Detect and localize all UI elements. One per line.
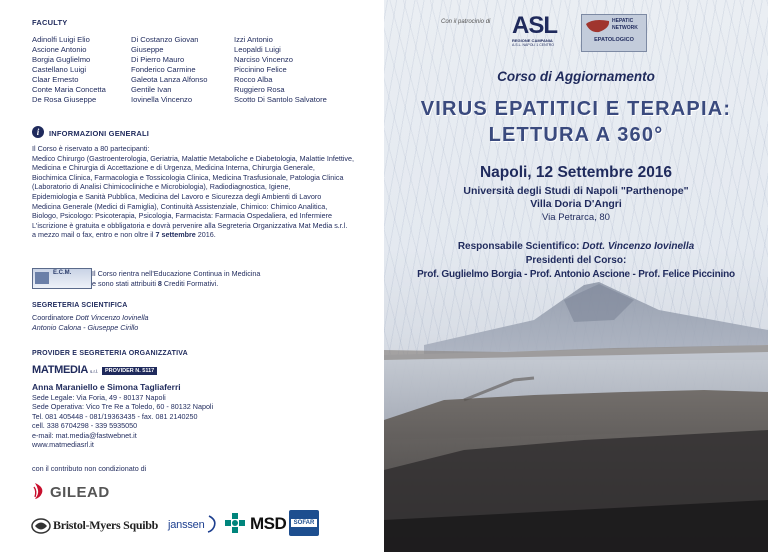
bms-mark-icon (31, 517, 51, 535)
patronage-label: Con il patrocinio di (441, 19, 491, 25)
presidents-label: Presidenti del Corso: (525, 255, 627, 266)
sofar-logo-box (289, 510, 319, 536)
janssen-mark-icon (207, 515, 219, 533)
info-text: Il Corso è riservato a 80 partecipanti: Medico Chirurgo (Gastroenterologia, Geriatria, Malattie Metaboliche e Diabetologia, Malattie Infettive, Medicina e Chirurgia di Accettazione e di Urgenza, Medicina Interna, Chirurgia Generale, Biochimica Clinica, Farmacologia e Tossicologia Clinica, Medicina Trasfusionale, Patologia Clinica (Laboratorio di Analisi Chimicocliniche e Microbiologia), Radiodiagnostica, Igiene, Epidemiologia e Sanità Pubblica, Medicina del Lavoro e Sicurezza degli Ambienti di Lavoro Medicina Generale (Medici di Famiglia), Continuità Assistenziale, Chimico: Chimico Analitica, Biologo, Psicologo: Psicoterapia, Psicologia, Farmacista: Farmacia Ospedaliera, ed Infermiere L'iscrizione è gratuita e obbligatoria e dovrà pervenire alla Segreteria Organizzativa Mat Media s.r.l. a mezzo mail o fax, entro e non oltre il 7 settembre 2016. (32, 144, 354, 240)
event-date: Napoli, 12 Settembre 2016 (479, 164, 673, 181)
faculty-title: FACULTY (32, 18, 68, 27)
sofar-logo: SOFAR (291, 519, 317, 527)
hepatic-network-logo: HEPATIC NETWORK EPATOLOGICO (581, 14, 647, 52)
info-icon: i (32, 126, 44, 138)
janssen-logo: janssen (168, 519, 205, 531)
presidents-names: Prof. Guglielmo Borgia - Prof. Antonio Ascione - Prof. Felice Piccinino (417, 269, 735, 280)
provider-title: PROVIDER E SEGRETERIA ORGANIZZATIVA (32, 350, 188, 357)
msd-mark-icon (224, 512, 246, 534)
matmedia-srl: s.r.l. (90, 369, 99, 374)
faculty-column-2: Di Costanzo Giovan Giuseppe Di Pierro Mauro Fonderico Carmine Galeota Lanza Alfonso Gentile Ivan Iovinella Vincenzo (131, 35, 208, 104)
course-type: Corso di Aggiornamento (497, 69, 655, 84)
gilead-logo: GILEAD (50, 484, 110, 501)
contribution-note: con il contributo non condizionato di (32, 464, 147, 473)
segreteria-text: Coordinatore Dott Vincenzo Iovinella Antonio Calona - Giuseppe Cirillo (32, 313, 149, 332)
faculty-column-1: Adinolfi Luigi Elio Ascione Antonio Borgia Guglielmo Castellano Luigi Claar Ernesto Conte Maria Concetta De Rosa Giuseppe (32, 35, 106, 104)
right-panel (384, 0, 768, 552)
provider-contacts: Sede Legale: Via Foria, 49 - 80137 Napoli Sede Operativa: Vico Tre Re a Toledo, 60 - 80132 Napoli Tel. 081 405448 - 081/19363435 - fax. 081 2140250 cell. 338 6704298 - 339 5935050 e-mail: mat.media@fastwebnet.it www.matmediasrl.it (32, 393, 214, 450)
ecm-text: Il Corso rientra nell'Educazione Continua in Medicina e sono stati attribuiti 8 Crediti Formativi. (92, 269, 261, 288)
matmedia-logo: MATMEDIA (32, 364, 89, 376)
liver-icon (585, 18, 611, 34)
msd-logo: MSD (250, 514, 287, 533)
gilead-mark-icon (32, 481, 46, 501)
asl-logo: ASL REGIONE CAMPANIA A.S.L. NAPOLI 1 CENTRO (512, 12, 557, 47)
info-title: INFORMAZIONI GENERALI (49, 129, 150, 138)
provider-badge: PROVIDER N. 5117 (102, 367, 157, 375)
ecm-logo-mark (35, 272, 49, 284)
bms-logo: Bristol-Myers Squibb (53, 518, 159, 532)
main-title-line2: LETTURA A 360° (488, 124, 664, 146)
venue-address: Via Petrarca, 80 (542, 212, 610, 223)
ecm-logo: E.C.M. (32, 268, 92, 289)
segreteria-title: SEGRETERIA SCIENTIFICA (32, 302, 128, 309)
scientific-responsible: Responsabile Scientifico: Dott. Vincenzo Iovinella (457, 241, 695, 252)
venue-villa: Villa Doria D'Angri (530, 198, 622, 210)
faculty-column-3: Izzi Antonio Leopaldi Luigi Narciso Vincenzo Piccinino Felice Rocco Alba Ruggiero Rosa Scotto Di Santolo Salvatore (234, 35, 327, 104)
organizers-names: Anna Maraniello e Simona Tagliaferri (32, 382, 181, 392)
venue-university: Università degli Studi di Napoli "Parthenope" (463, 185, 689, 197)
main-title-line1: VIRUS EPATITICI E TERAPIA: (420, 98, 732, 120)
